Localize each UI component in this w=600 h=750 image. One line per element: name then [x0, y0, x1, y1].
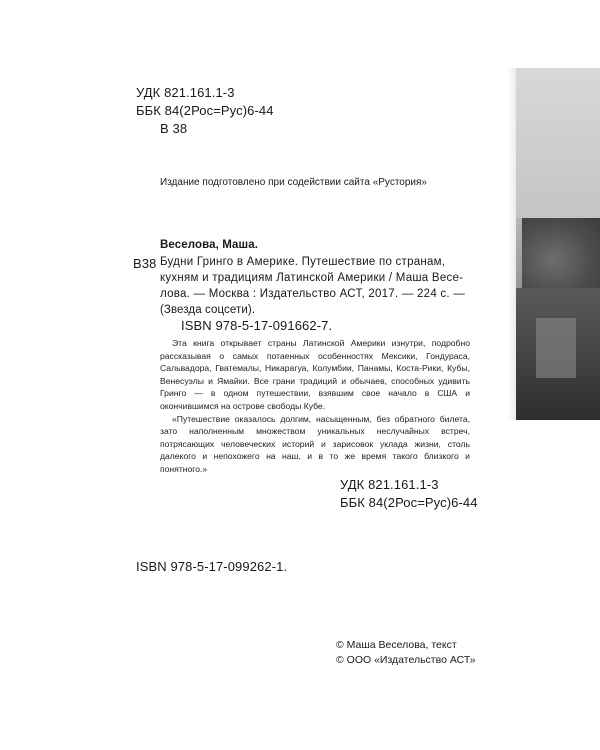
bib-author: Веселова, Маша. [160, 239, 259, 251]
copyright-author: © Маша Веселова, текст [336, 639, 457, 651]
bbk-code-top: ББК 84(2Рос=Рус)6-44 [136, 103, 274, 118]
bib-isbn: ISBN 978-5-17-091662-7. [181, 318, 333, 333]
author-mark-top: В 38 [160, 121, 188, 136]
udk-code-bottom: УДК 821.161.1-3 [340, 477, 439, 492]
bib-line-3: лова. — Москва : Издательство АСТ, 2017. — 224 с. — [160, 288, 466, 300]
udk-code-top: УДК 821.161.1-3 [136, 85, 235, 100]
bib-line-1: Будни Гринго в Америке. Путешествие по странам, [160, 256, 446, 268]
annotation-paragraph-2: «Путешествие оказалось долгим, насыщенным, без обратного билета, зато наполненным множеством уникальных неслучайных встреч, потрясающих человеческих историй и зарисовок уклада жизни, столь далекого и непохожего на наш, и в то же время такого близкого и понятного.» [160, 413, 470, 474]
annotation-paragraph-1: Эта книга открывает страны Латинской Америки изнутри, подробно рассказывая о самых потаенных особенностях Мексики, Гондураса, Сальвадора, Гватемалы, Никарагуа, Колумбии, Панамы, Коста-Рики, Кубы, Венесуэлы и Ямайки. Все грани традиций и обычаев, способных удивить Гринго — в одном путешествии, взявшим свое начало в США и окончившимся на острове свободы Кубе. [160, 338, 470, 411]
bib-line-2: кухням и традициям Латинской Америки / Маша Весе- [160, 272, 464, 284]
annotation-block [160, 337, 470, 476]
facing-page-photo-edge [516, 68, 600, 420]
bib-author-code: В38 [133, 256, 157, 271]
facing-page-shadow [508, 68, 516, 420]
bbk-code-bottom: ББК 84(2Рос=Рус)6-44 [340, 495, 478, 510]
isbn-bottom: ISBN 978-5-17-099262-1. [136, 559, 288, 574]
copyright-publisher: © ООО «Издательство АСТ» [336, 654, 476, 666]
bib-line-4: (Звезда соцсети). [160, 304, 256, 316]
support-note: Издание подготовлено при содействии сайта «Рустория» [160, 177, 427, 188]
